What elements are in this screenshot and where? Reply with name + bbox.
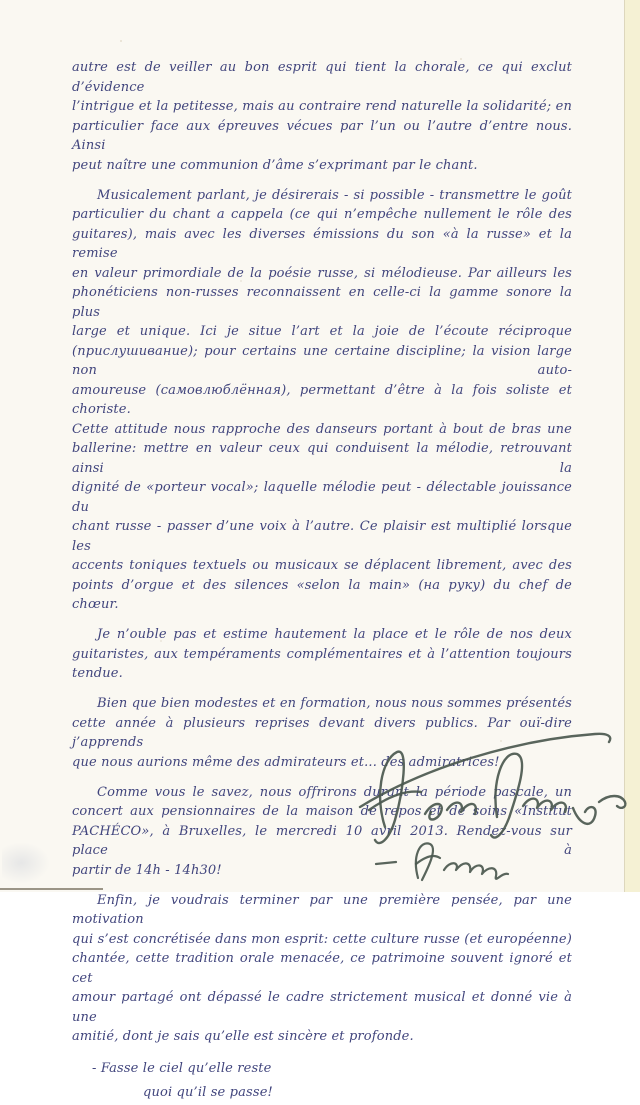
letter-line: partir de 14h - 14h30! — [72, 862, 222, 878]
letter-line: amour partagé ont dépassé le cadre strictement musical et donné vie à une — [72, 990, 572, 1025]
letter-line: Bien que bien modestes et en formation, nous nous sommes présentés — [97, 696, 572, 711]
paper-speckles — [120, 40, 122, 42]
letter-line: Musicalement parlant, je désirerais - si possible - transmettre le goût — [97, 187, 572, 203]
letter-line: large et unique. Ici je situe l’art et la joie de l’écoute réciproque — [72, 324, 572, 339]
scan-smudge — [2, 842, 50, 884]
letter-line: PACHÉCO», à Bruxelles, le mercredi 10 avril 2013. Rendez-vous sur place à — [72, 823, 572, 858]
letter-line: autre est de veiller au bon esprit qui tient la chorale, ce qui exclut d’évidence — [72, 60, 572, 95]
signature-main-strokes — [360, 734, 625, 843]
closing-lines — [72, 1057, 572, 1105]
closing-line-1: - Fasse le ciel qu’elle reste — [92, 1061, 272, 1076]
letter-line: ballerine: mettre en valeur ceux qui conduisent la mélodie, retrouvant ainsi la — [72, 441, 572, 476]
paragraph — [72, 625, 572, 684]
letter-line: cette année à plusieurs reprises devant divers publics. Par ouï-dire j’apprends — [72, 715, 572, 750]
paragraph — [72, 58, 572, 175]
letter-line: en valeur primordiale de la poésie russe, si mélodieuse. Par ailleurs les — [72, 265, 572, 281]
letter-line: Cette attitude nous rapproche des danseurs portant à bout de bras une — [72, 421, 572, 437]
signature-main — [345, 722, 640, 852]
letter-line: amitié, dont je sais qu’elle est sincère et profonde. — [72, 1029, 414, 1044]
letter-line: peut naître une communion d’âme s’exprimant par le chant. — [72, 157, 478, 173]
letter-line: accents toniques textuels ou musicaux se déplacent librement, avec des — [72, 558, 572, 573]
letter-line: guitares), mais avec les diverses émissions du son «à la russe» et la remise — [72, 226, 572, 261]
letter-line: particulier du chant a cappela (ce qui n’empêche nullement le rôle des — [72, 207, 572, 222]
letter-line: amoureuse (самовлюблённая), permettant d’être à la fois soliste et choriste. — [72, 382, 572, 417]
letter-line: l’intrigue et la petitesse, mais au contraire rend naturelle la solidarité; en — [72, 99, 572, 114]
letter-line: points d’orgue et des silences «selon la main» (на руку) du chef de chœur. — [72, 577, 572, 612]
letter-line: qui s’est concrétisée dans mon esprit: cette culture russe (et européenne) — [72, 931, 572, 947]
letter-line: Je n’ouble pas et estime hautement la place et le rôle de nos deux — [97, 627, 572, 642]
letter-line: guitaristes, aux tempéraments complémentaires et à l’attention toujours — [72, 646, 572, 662]
letter-line: particulier face aux épreuves vécues par l’un ou l’autre d’entre nous. Ainsi — [72, 118, 572, 153]
letter-line: Comme vous le savez, nous offrirons durant la période pascale, un — [97, 784, 572, 800]
letter-line: (прислушивание); pour certains une certaine discipline; la vision large non auto- — [72, 343, 572, 378]
letter-line: Enfin, je voudrais terminer par une première pensée, par une motivation — [72, 892, 572, 927]
signature-secondary-strokes — [376, 843, 508, 880]
paragraph — [72, 891, 572, 1047]
letter-body — [72, 58, 572, 1105]
letter-line: concert aux pensionnaires de la maison de repos et de soins «Institut — [72, 804, 572, 819]
letter-line: chant russe - passer d’une voix à l’autre. Ce plaisir est multiplié lorsque les — [72, 519, 572, 554]
paragraph — [72, 186, 572, 615]
letter-line: tendue. — [72, 666, 123, 681]
letter-line: dignité de «porteur vocal»; laquelle mélodie peut - délectable jouissance du — [72, 480, 572, 515]
closing-line-2: quoi qu’il se passe! — [143, 1085, 273, 1100]
signature-secondary — [368, 834, 518, 890]
letter-line: que nous aurions même des admirateurs et... des admiratrices! — [72, 754, 500, 770]
letter-line: phonéticiens non-russes reconnaissent en celle-ci la gamme sonore la plus — [72, 285, 572, 320]
letter-line: chantée, cette tradition orale menacée, ce patrimoine souvent ignoré et cet — [72, 951, 572, 986]
